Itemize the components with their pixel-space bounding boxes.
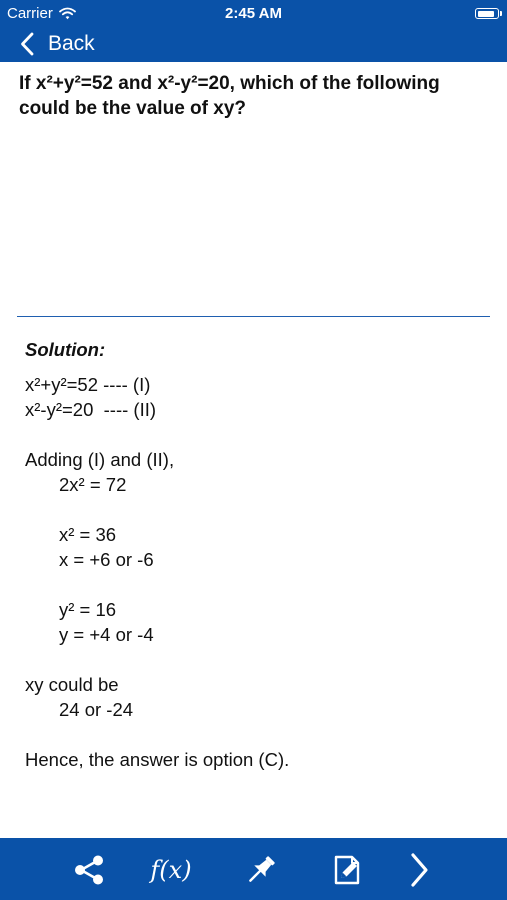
solution-line: y² = 16 bbox=[59, 599, 117, 620]
solution-line: 2x² = 72 bbox=[59, 474, 127, 495]
spacer bbox=[25, 722, 485, 747]
solution-line: x = +6 or -6 bbox=[59, 549, 154, 570]
solution-line: x²+y²=52 ---- (I) bbox=[25, 374, 151, 395]
chevron-left-icon bbox=[20, 32, 34, 56]
solution-line: x²-y²=20 ---- (II) bbox=[25, 399, 157, 420]
edit-note-icon bbox=[330, 853, 364, 887]
spacer bbox=[25, 647, 485, 672]
status-time: 2:45 AM bbox=[225, 5, 282, 22]
spacer bbox=[25, 497, 485, 522]
bottom-toolbar bbox=[0, 838, 507, 900]
pin-button[interactable] bbox=[242, 851, 280, 889]
solution-answer-line: Hence, the answer is option (C). bbox=[25, 749, 290, 770]
solution-panel bbox=[25, 337, 485, 772]
back-button[interactable] bbox=[20, 28, 95, 60]
notes-button[interactable] bbox=[328, 851, 366, 889]
formula-button[interactable] bbox=[152, 851, 190, 889]
share-button[interactable] bbox=[70, 851, 108, 889]
back-label: Back bbox=[48, 32, 95, 55]
chevron-right-icon bbox=[406, 851, 432, 889]
next-button[interactable] bbox=[400, 851, 438, 889]
share-icon bbox=[72, 853, 106, 887]
solution-line: y = +4 or -4 bbox=[59, 624, 154, 645]
pushpin-icon bbox=[244, 853, 278, 887]
carrier-label: Carrier bbox=[7, 5, 53, 22]
solution-heading: Solution: bbox=[25, 339, 106, 360]
top-bar bbox=[0, 0, 507, 62]
question-text: If x²+y²=52 and x²-y²=20, which of the following could be the value of xy? bbox=[19, 73, 440, 119]
divider bbox=[17, 316, 490, 317]
solution-line: xy could be bbox=[25, 674, 119, 695]
battery-fill bbox=[478, 11, 494, 17]
formula-icon: f(x) bbox=[150, 856, 192, 884]
spacer bbox=[25, 572, 485, 597]
spacer bbox=[25, 422, 485, 447]
solution-line: Adding (I) and (II), bbox=[25, 449, 175, 470]
battery-icon bbox=[475, 8, 499, 19]
solution-line: x² = 36 bbox=[59, 524, 117, 545]
solution-line: 24 or -24 bbox=[59, 699, 134, 720]
status-bar bbox=[0, 0, 507, 28]
